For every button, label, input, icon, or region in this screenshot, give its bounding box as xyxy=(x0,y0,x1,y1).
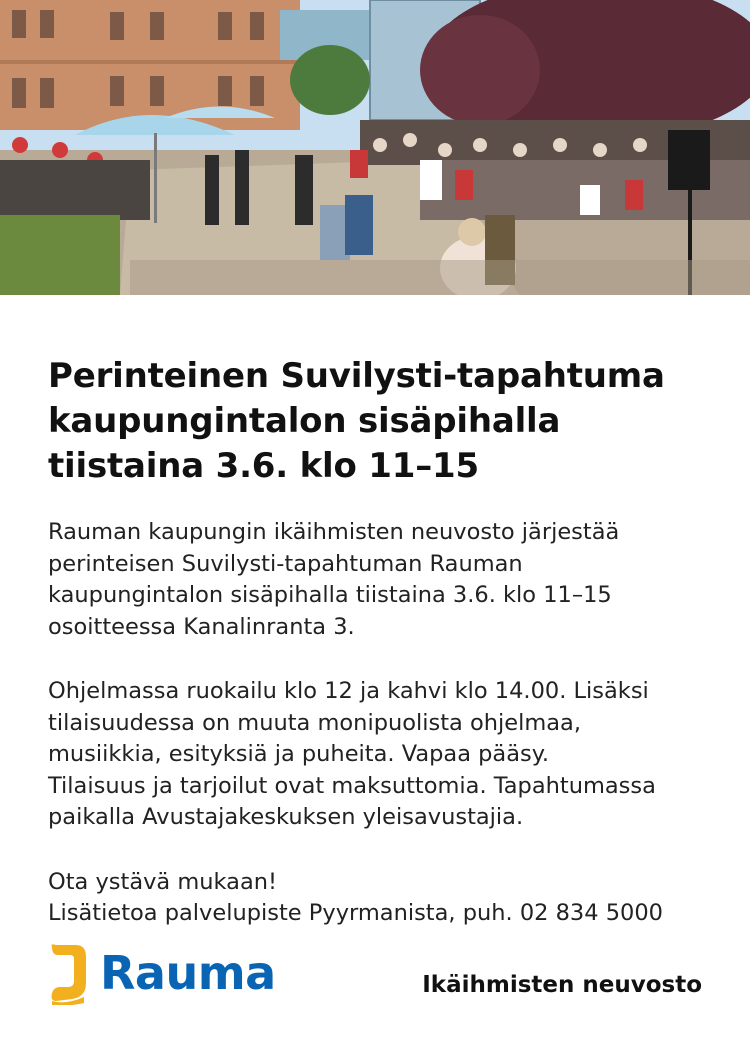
text-line: Ohjelmassa ruokailu klo 12 ja kahvi klo 14.00. Lisäksi xyxy=(48,678,649,704)
text-line: Rauman kaupungin ikäihmisten neuvosto järjestää xyxy=(48,519,620,545)
text-line: osoitteessa Kanalinranta 3. xyxy=(48,613,355,640)
text-line: Ota ystävä mukaan! xyxy=(48,868,278,895)
text-line: Tilaisuus ja tarjoilut ovat maksuttomia. Tapahtumassa xyxy=(48,772,656,799)
organization-name: Ikäihmisten neuvosto xyxy=(422,972,702,998)
text-line: paikalla Avustajakeskuksen yleisavustajia. xyxy=(48,804,524,830)
paragraph-contact xyxy=(48,867,738,930)
event-title xyxy=(48,354,728,489)
paragraph-program xyxy=(48,676,738,834)
rauma-logo xyxy=(46,943,296,1005)
title-line: kaupungintalon sisäpihalla xyxy=(48,401,561,441)
title-line: tiistaina 3.6. klo 11–15 xyxy=(48,446,479,486)
text-line: kaupungintalon sisäpihalla tiistaina 3.6. klo 11–15 xyxy=(48,582,612,608)
rauma-emblem-icon xyxy=(46,943,92,1005)
text-line: musiikkia, esityksiä ja puheita. Vapaa pääsy. xyxy=(48,741,549,767)
title-line: Perinteinen Suvilysti-tapahtuma xyxy=(48,356,665,396)
text-line: perinteisen Suvilysti-tapahtuman Rauman xyxy=(48,550,523,577)
text-line: Lisätietoa palvelupiste Pyyrmanista, puh. 02 834 5000 xyxy=(48,900,663,926)
paragraph-intro xyxy=(48,517,738,643)
logo-wordmark: Rauma xyxy=(100,946,276,1000)
event-description xyxy=(48,517,738,930)
text-line: tilaisuudessa on muuta monipuolista ohjelmaa, xyxy=(48,709,582,736)
hero-photo xyxy=(0,0,750,295)
